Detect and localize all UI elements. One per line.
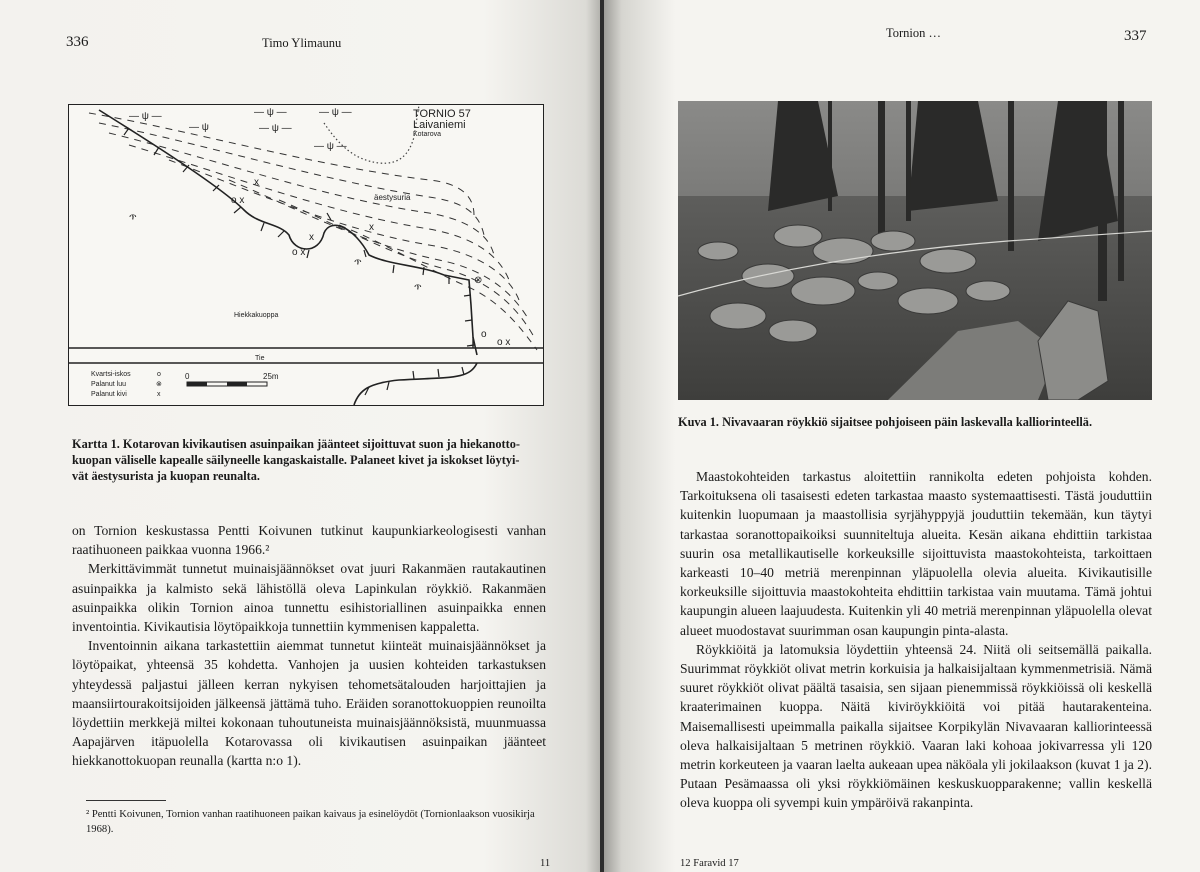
footnote: ² Pentti Koivunen, Tornion vanhan raatihuoneen paikan kaivaus ja esinelöydöt (Tornionlaakson vuosikirja 1968). [86,809,535,835]
paragraph: Maastokohteiden tarkastus aloitettiin rannikolta edeten pohjoista kohden. Tarkoituksena oli tasaisesti edeten tarkastaa maasto systemaattisesti. Tästä jouduttiin kuitenkin luopumaan ja maastollisia syrjähyppyjä jouduttiin tekemään, kun täytyi tarkastaa soranottopaikoiksi suunniteltuja alueita. Kesän aikana ehdittiin tarkistaa suurin osa metallikautiselle korkeuksille sijoittuvista maastokohteista, tarkoittaen karkeasti 10–40 metriä merenpinnan yläpuolella olevia alueita. Kivikautisille korkeuksille sijoittuvia maastokohteita ehdittiin tarkistaa vain muutama. Tämä johtui kaupungin alueen laajuudesta. Kuitenkin yli 40 metriä merenpinnan yläpuolella olevat alueet muodostavat suurimman osan kaupungin pinta-alasta. [680,469,1152,638]
svg-text:— ψ —: — ψ — [314,141,347,152]
legend-symbol-2: ⊗ [156,381,162,388]
map-caption-line: vät äestysurista ja kuopan reunalta. [72,469,261,483]
svg-text:— ψ —: — ψ — [259,123,292,134]
map-figure [68,104,544,406]
legend-symbol-3: x [157,391,161,398]
running-head-right: Tornion … [886,26,942,40]
running-head-left: Timo Ylimaunu [262,36,342,50]
legend-label-1: Kvartsi-iskos [91,371,131,378]
footnote-rule [86,800,166,801]
page-number-left: 336 [66,34,89,50]
svg-text:o: o [481,329,487,340]
svg-text:— ψ —: — ψ — [319,107,352,118]
legend-label-3: Palanut kivi [91,391,127,398]
svg-text:ጥ: ጥ [354,257,362,268]
svg-text:x: x [309,232,314,243]
photo-nivavaara-cairn [678,101,1152,400]
left-body-text [72,521,546,771]
paragraph: Inventoinnin aikana tarkastettiin aiemmat tunnetut kiinteät muinaisjäännökset ja löytöpaikat, yhteensä 35 kohdetta. Vanhojen ja uusien kohteiden tarkastuksen yhteydessä paljastui jälleen kerran nykyisen tehometsätalouden harjoittajien ja maansiirtourakoitsijoiden jälkeensä jättämä tuho. Eräiden soranottokuoppien reunoilta löydettiin merkkejä miltei kokonaan tuhoutuneista muinaisjäännöksistä, muunmuassa Aapajärven itäpuolella Kotarovassa oli kivikautisen asuinpaikan jäänteet hiekkanottokuopan reunalla (kartta n:o 1). [72,638,546,769]
legend-label-2: Palanut luu [91,381,127,388]
map-label-tie: Tie [255,355,265,362]
svg-text:ጥ: ጥ [414,282,422,293]
svg-text:o x: o x [292,247,306,258]
scale-bar [185,372,279,386]
map-caption-line: Kartta 1. Kotarovan kivikautisen asuinpaikan jäänteet sijoittuvat suon ja hiekanotto- [72,437,520,451]
svg-text:ጥ: ጥ [129,212,137,223]
svg-text:— ψ —: — ψ — [129,111,162,122]
scale-end: 25m [263,372,279,381]
map-title: TORNIO 57 [413,108,471,120]
svg-text:o x: o x [497,337,511,348]
map-label-hiekkakuoppa: Hiekkakuoppa [234,312,279,319]
photo-caption: Kuva 1. Nivavaaran röykkiö sijaitsee pohjoiseen päin laskevalla kalliorinteellä. [678,415,1093,429]
signature-left: 11 [540,858,551,869]
svg-text:x: x [254,177,259,188]
map-caption-line: kuopan väliselle kapealle säilyneelle kangaskaistalle. Palaneet kivet ja iskokset löytyi- [72,453,520,467]
svg-text:o x: o x [231,195,245,206]
svg-text:x: x [369,222,374,233]
svg-text:— ψ: — ψ [189,122,209,133]
map-sublabel: Kotarova [413,131,442,138]
signature-right: 12 Faravid 17 [680,858,739,869]
page-number-right: 337 [1124,28,1147,44]
paragraph: Röykkiöitä ja latomuksia löydettiin yhteensä 24. Niitä oli seitsemällä paikalla. Suurimmat röykkiöt olivat metrin korkuisia ja halkaisijaltaan kymmenmetrisiä. Nämä suuret röykkiöt olivat päältä tasaisia, sen sijaan pienemmissä röykkiöissä oli keskellä kraaterimainen kuoppa. Näitä kiviröykkiöitä voi pitää hautarakenteina. Maisemallisesti upeimmalla paikalla sijaitsee Korpikylän Nivavaaran kalliorinteessä oleva halkaisijaltaan 5 metrinen röykkiö. Vaaran laki kohoaa jokivarressa yli 120 metrin korkeuteen ja vaaran laelta aukeaan upea näköala yli jokilaakson (kuvat 1 ja 2). Putaan Pesämaassa oli yksi röykkiömäinen keskuskuopparakenne; vallin keskellä oleva kuoppa oli syvempi kuin ympäröivä rakanpinta. [680,641,1152,811]
right-body-text [680,467,1152,813]
map-caption [72,436,546,484]
map-subtitle: Laivaniemi [413,119,466,131]
paragraph: Merkittävimmät tunnetut muinaisjäännökset ovat juuri Rakanmäen rautakautinen asuinpaikka ja kalmisto sekä lähistöllä oleva Lapinkulan röykkiö. Rakanmäen asuinpaikka olikin Tornion ainoa tunnettu esihistoriallinen asuinpaikka ennen inventointia. Kivikautisia löytöpaikkoja tunnettiin kymmenisen kappaletta. [72,561,546,635]
legend-symbol-1: o [157,371,161,378]
scale-start: 0 [185,372,190,381]
svg-text:⊗: ⊗ [474,275,483,286]
kotarova-map [69,105,543,405]
paragraph: on Tornion keskustassa Pentti Koivunen tutkinut kaupunkiarkeologisesti vanhan raatihuoneen paikkaa vuonna 1966.² [72,523,546,558]
svg-text:— ψ —: — ψ — [254,107,287,118]
map-label-aestysuria: äestysuria [374,193,411,202]
